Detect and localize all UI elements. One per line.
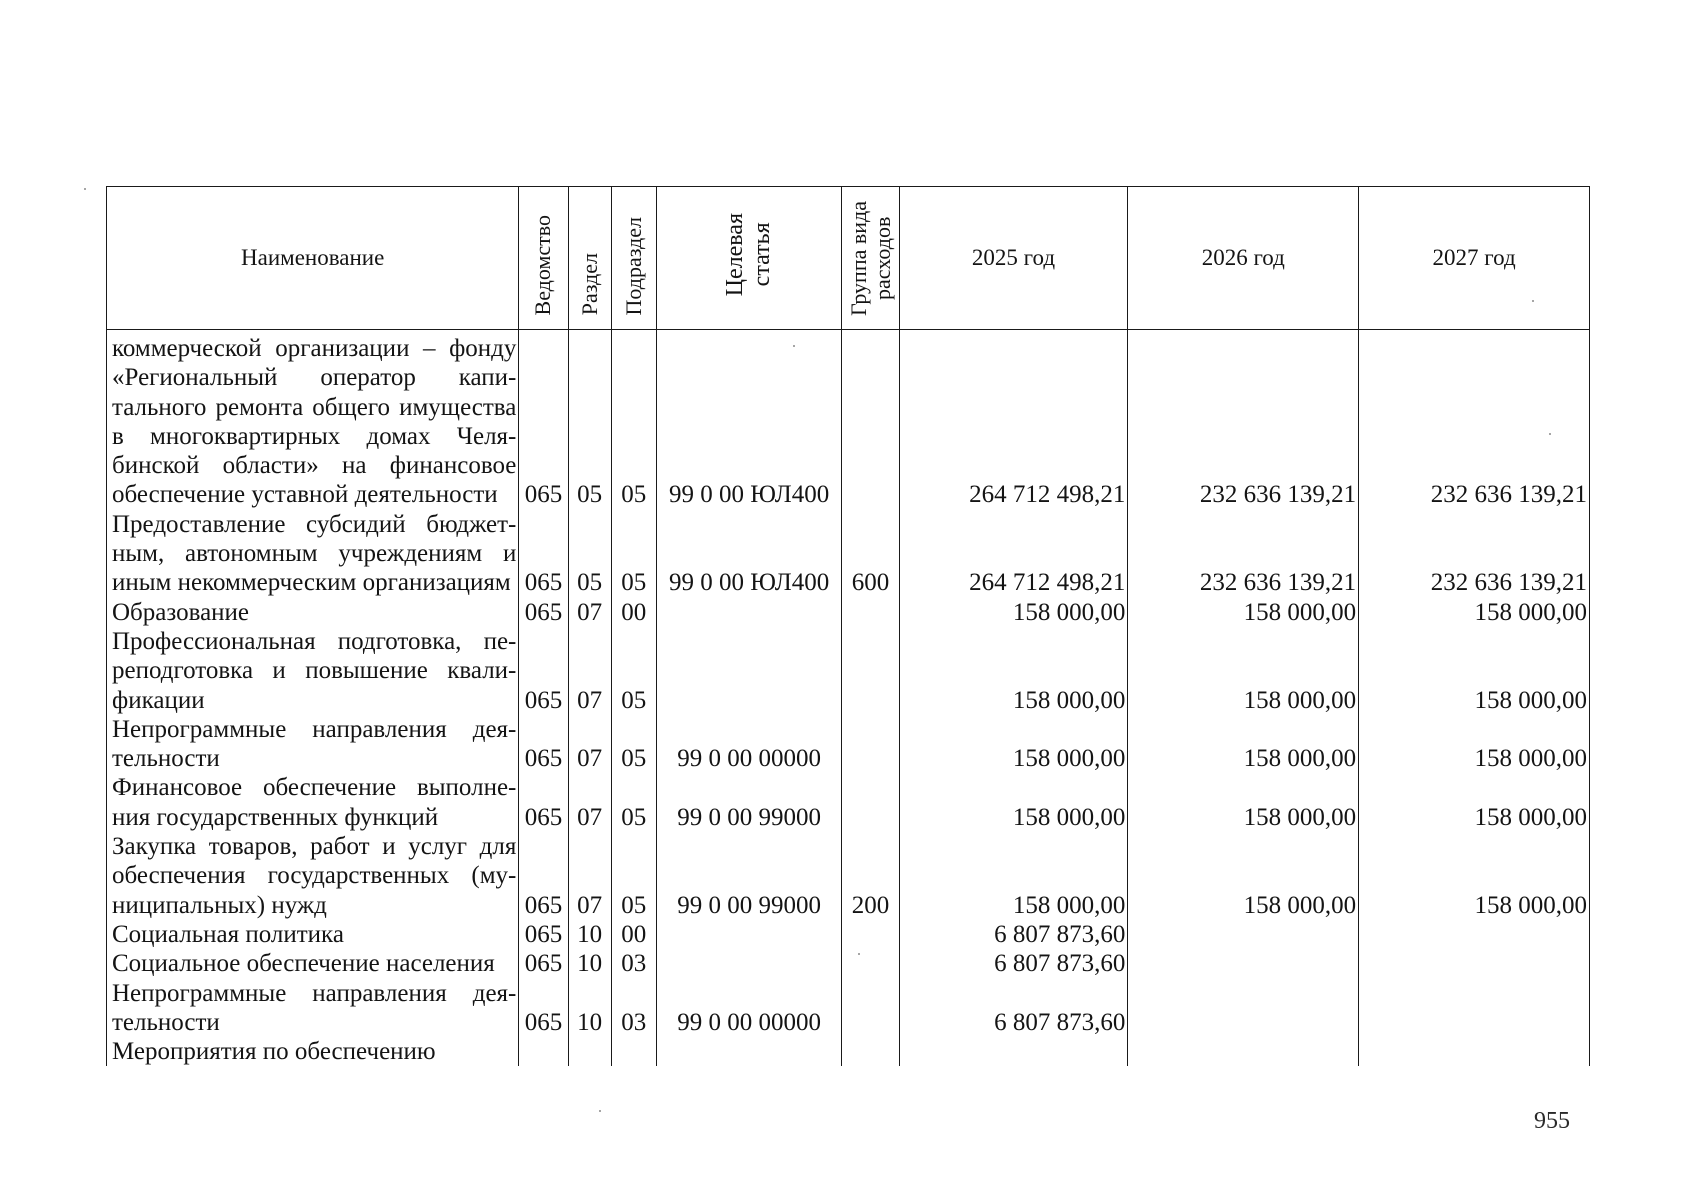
header-name	[107, 187, 519, 330]
cell-2027	[1359, 979, 1590, 1038]
cell-name: Социальное обеспечение населения	[107, 949, 519, 978]
header-celevaya-line2: статья	[749, 222, 776, 287]
cell-2025: 158 000,00	[899, 627, 1128, 715]
cell-razdel: 07	[568, 773, 611, 832]
header-gruppa-line2: расходов	[869, 216, 895, 300]
header-2026	[1128, 187, 1359, 330]
cell-2026	[1128, 920, 1359, 949]
table-row	[107, 1037, 1590, 1066]
cell-name: Мероприятия по обеспечению	[107, 1037, 519, 1066]
cell-gruppa	[842, 979, 899, 1038]
cell-2026: 158 000,00	[1128, 773, 1359, 832]
cell-gruppa: 600	[842, 510, 899, 598]
cell-razdel	[568, 1037, 611, 1066]
cell-name: коммерческой организации – фонду «Региональный оператор капитального ремонта общего имущества в многоквартирных домах Челябинской области» на финансовое обеспечение уставной деятельности	[107, 330, 519, 510]
cell-2027: 158 000,00	[1359, 832, 1590, 920]
header-vedomstvo	[519, 187, 568, 330]
cell-name: Закупка товаров, работ и услуг для обеспечения государственных (муниципальных) нужд	[107, 832, 519, 920]
cell-gruppa	[842, 773, 899, 832]
cell-vedomstvo: 065	[519, 949, 568, 978]
table-row	[107, 330, 1590, 510]
budget-table	[106, 186, 1590, 1066]
cell-podrazdel: 05	[611, 773, 656, 832]
header-podrazdel	[611, 187, 656, 330]
header-2027	[1359, 187, 1590, 330]
table-row	[107, 627, 1590, 715]
cell-2025: 6 807 873,60	[899, 920, 1128, 949]
cell-razdel: 07	[568, 715, 611, 774]
cell-razdel: 05	[568, 330, 611, 510]
cell-vedomstvo: 065	[519, 627, 568, 715]
cell-gruppa	[842, 330, 899, 510]
cell-2027	[1359, 1037, 1590, 1066]
cell-2025: 158 000,00	[899, 832, 1128, 920]
cell-2025	[899, 1037, 1128, 1066]
cell-podrazdel: 05	[611, 510, 656, 598]
cell-celevaya-statya	[656, 627, 842, 715]
cell-razdel: 05	[568, 510, 611, 598]
table-row	[107, 979, 1590, 1038]
scan-speck	[84, 188, 86, 190]
header-gruppa-label	[847, 201, 895, 316]
table-body	[107, 330, 1590, 1067]
header-celevaya-statya	[656, 187, 842, 330]
cell-vedomstvo	[519, 1037, 568, 1066]
cell-2026: 158 000,00	[1128, 715, 1359, 774]
cell-podrazdel: 05	[611, 715, 656, 774]
scan-speck	[599, 1110, 601, 1112]
cell-celevaya-statya: 99 0 00 ЮЛ400	[656, 510, 842, 598]
cell-2026	[1128, 949, 1359, 978]
cell-razdel: 10	[568, 949, 611, 978]
table-row	[107, 598, 1590, 627]
cell-celevaya-statya: 99 0 00 99000	[656, 773, 842, 832]
cell-vedomstvo: 065	[519, 598, 568, 627]
cell-name: Социальная политика	[107, 920, 519, 949]
cell-vedomstvo: 065	[519, 330, 568, 510]
cell-2026: 158 000,00	[1128, 627, 1359, 715]
page-number: 955	[1534, 1108, 1570, 1134]
cell-2027: 232 636 139,21	[1359, 330, 1590, 510]
header-2025-label: 2025 год	[971, 245, 1056, 271]
cell-vedomstvo: 065	[519, 979, 568, 1038]
cell-2025: 6 807 873,60	[899, 979, 1128, 1038]
cell-vedomstvo: 065	[519, 773, 568, 832]
cell-2026	[1128, 979, 1359, 1038]
cell-name: Непрограммные направления деятельности	[107, 715, 519, 774]
cell-2025: 158 000,00	[899, 773, 1128, 832]
cell-2026: 232 636 139,21	[1128, 510, 1359, 598]
cell-celevaya-statya: 99 0 00 ЮЛ400	[656, 330, 842, 510]
table-row	[107, 920, 1590, 949]
cell-celevaya-statya: 99 0 00 00000	[656, 715, 842, 774]
table-row	[107, 510, 1590, 598]
cell-gruppa	[842, 949, 899, 978]
header-name-label: Наименование	[241, 245, 385, 271]
cell-2027	[1359, 920, 1590, 949]
cell-2027: 158 000,00	[1359, 773, 1590, 832]
cell-2027	[1359, 949, 1590, 978]
cell-name: Профессиональная подготовка, переподготовка и повышение квалификации	[107, 627, 519, 715]
scan-speck	[1549, 433, 1551, 435]
table-header	[107, 187, 1590, 330]
header-gruppa-vida-rashodov	[842, 187, 899, 330]
cell-2027: 232 636 139,21	[1359, 510, 1590, 598]
cell-2025: 6 807 873,60	[899, 949, 1128, 978]
cell-razdel: 10	[568, 979, 611, 1038]
cell-2027: 158 000,00	[1359, 627, 1590, 715]
cell-podrazdel: 03	[611, 979, 656, 1038]
cell-gruppa	[842, 627, 899, 715]
cell-gruppa	[842, 920, 899, 949]
cell-2025: 264 712 498,21	[899, 510, 1128, 598]
cell-razdel: 07	[568, 598, 611, 627]
header-celevaya-line1: Целевая	[722, 212, 749, 297]
header-razdel-label: Раздел	[576, 253, 602, 316]
cell-razdel: 10	[568, 920, 611, 949]
scan-speck	[793, 345, 795, 347]
header-2025	[899, 187, 1128, 330]
cell-gruppa	[842, 715, 899, 774]
cell-celevaya-statya	[656, 598, 842, 627]
cell-vedomstvo: 065	[519, 920, 568, 949]
table-row	[107, 949, 1590, 978]
cell-podrazdel: 05	[611, 330, 656, 510]
cell-celevaya-statya: 99 0 00 99000	[656, 832, 842, 920]
cell-podrazdel: 00	[611, 598, 656, 627]
cell-celevaya-statya: 99 0 00 00000	[656, 979, 842, 1038]
cell-podrazdel: 00	[611, 920, 656, 949]
cell-2025: 264 712 498,21	[899, 330, 1128, 510]
cell-vedomstvo: 065	[519, 510, 568, 598]
cell-2025: 158 000,00	[899, 598, 1128, 627]
header-razdel	[568, 187, 611, 330]
header-vedomstvo-label: Ведомство	[530, 215, 556, 316]
cell-name: Непрограммные направления деятельности	[107, 979, 519, 1038]
cell-razdel: 07	[568, 627, 611, 715]
cell-name: Финансовое обеспечение выполнения государственных функций	[107, 773, 519, 832]
cell-celevaya-statya	[656, 1037, 842, 1066]
cell-2026	[1128, 1037, 1359, 1066]
cell-razdel: 07	[568, 832, 611, 920]
header-gruppa-line1: Группа вида	[845, 200, 871, 316]
header-2026-label: 2026 год	[1201, 245, 1285, 271]
header-row	[107, 187, 1590, 330]
header-2027-label: 2027 год	[1432, 245, 1516, 271]
cell-name: Образование	[107, 598, 519, 627]
cell-podrazdel: 03	[611, 949, 656, 978]
cell-celevaya-statya	[656, 920, 842, 949]
cell-vedomstvo: 065	[519, 715, 568, 774]
table-row	[107, 715, 1590, 774]
cell-name: Предоставление субсидий бюджетным, автономным учреждениям и иным некоммерческим организациям	[107, 510, 519, 598]
cell-2027: 158 000,00	[1359, 715, 1590, 774]
table-row	[107, 773, 1590, 832]
header-podrazdel-label: Подраздел	[620, 217, 646, 316]
cell-podrazdel: 05	[611, 832, 656, 920]
scan-speck	[1532, 300, 1534, 302]
cell-gruppa: 200	[842, 832, 899, 920]
cell-2027: 158 000,00	[1359, 598, 1590, 627]
cell-celevaya-statya	[656, 949, 842, 978]
cell-podrazdel	[611, 1037, 656, 1066]
cell-2026: 158 000,00	[1128, 598, 1359, 627]
table-row	[107, 832, 1590, 920]
cell-vedomstvo: 065	[519, 832, 568, 920]
cell-2025: 158 000,00	[899, 715, 1128, 774]
cell-2026: 232 636 139,21	[1128, 330, 1359, 510]
cell-gruppa	[842, 1037, 899, 1066]
scan-speck	[858, 953, 860, 955]
cell-podrazdel: 05	[611, 627, 656, 715]
cell-2026: 158 000,00	[1128, 832, 1359, 920]
header-celevaya-statya-label	[722, 213, 776, 296]
cell-gruppa	[842, 598, 899, 627]
